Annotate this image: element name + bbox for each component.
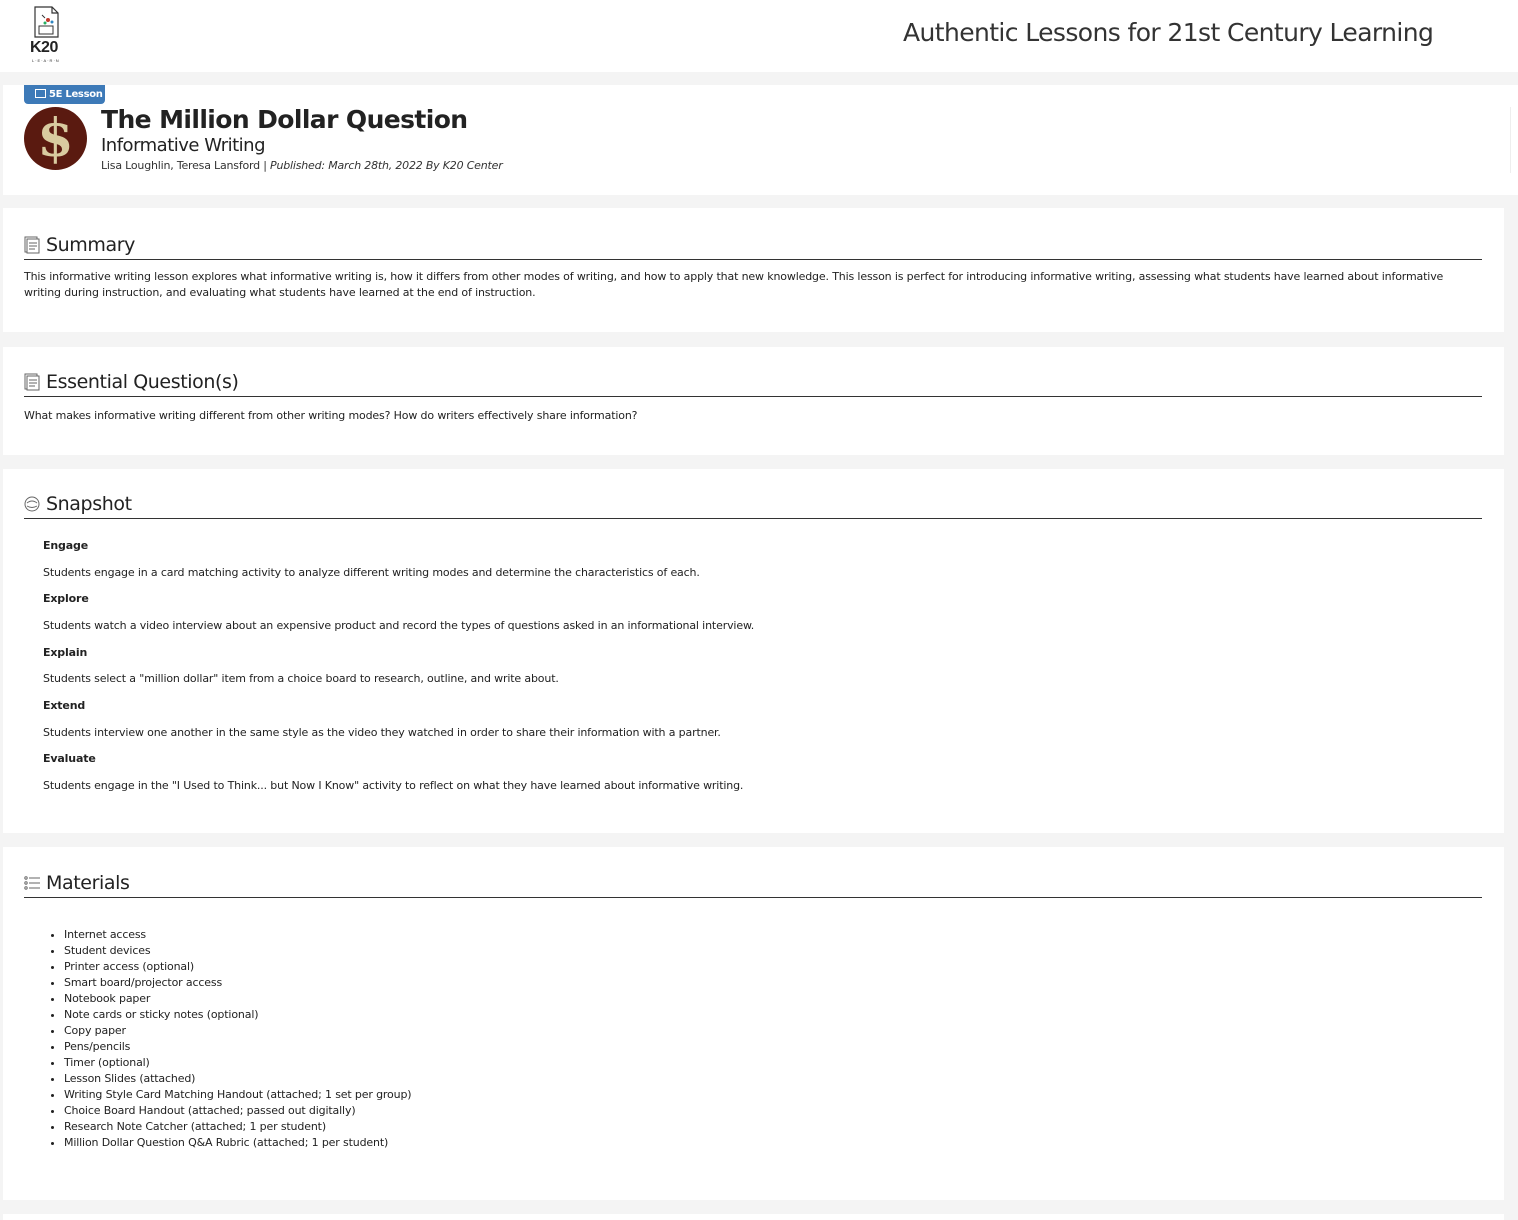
section-title: Essential Question(s)	[46, 371, 239, 393]
list-item: • Timer (optional)	[64, 1055, 411, 1071]
list-item: • Research Note Catcher (attached; 1 per student)	[64, 1119, 411, 1135]
logo-subtext: L·E·A·R·N	[32, 58, 60, 63]
dollar-sign-icon: $	[37, 108, 74, 169]
lesson-title: The Million Dollar Question	[101, 105, 468, 134]
next-section-edge	[3, 1214, 1504, 1220]
phase-name: Explore	[43, 592, 89, 605]
section-title: Snapshot	[46, 493, 132, 515]
document-icon	[24, 236, 40, 254]
lesson-published: Published: March 28th, 2022 By K20 Center	[270, 159, 503, 172]
list-item: • Choice Board Handout (attached; passed out digitally)	[64, 1103, 411, 1119]
summary-section	[3, 208, 1504, 332]
logo-text: K20	[30, 39, 58, 56]
section-title: Materials	[46, 872, 130, 894]
section-title: Summary	[46, 234, 136, 256]
list-item: • Note cards or sticky notes (optional)	[64, 1007, 411, 1023]
list-item: • Pens/pencils	[64, 1039, 411, 1055]
phase-text: Students interview one another in the same style as the video they watched in order to share their information with a partner.	[43, 726, 721, 739]
lesson-authors: Lisa Loughlin, Teresa Lansford |	[101, 159, 267, 172]
materials-list	[64, 927, 411, 1151]
phase-text: Students select a "million dollar" item from a choice board to research, outline, and write about.	[43, 672, 559, 685]
k20-logo-icon	[32, 6, 60, 38]
phase-name: Engage	[43, 539, 89, 552]
lesson-meta	[101, 159, 503, 172]
snapshot-icon	[24, 495, 40, 513]
book-icon	[35, 89, 46, 98]
materials-section	[3, 847, 1504, 1200]
list-item: • Copy paper	[64, 1023, 411, 1039]
phase-text: Students watch a video interview about an expensive product and record the types of questions asked in an informational interview.	[43, 619, 755, 632]
document-icon	[24, 373, 40, 391]
site-tagline: Authentic Lessons for 21st Century Learning	[903, 18, 1434, 47]
phase-name: Explain	[43, 646, 88, 659]
phase-name: Extend	[43, 699, 86, 712]
scroll-edge	[1510, 107, 1518, 173]
list-item: • Writing Style Card Matching Handout (attached; 1 set per group)	[64, 1087, 411, 1103]
list-item: • Smart board/projector access	[64, 975, 411, 991]
essential-questions-section	[3, 347, 1504, 455]
list-item: • Internet access	[64, 927, 411, 943]
list-icon	[24, 874, 40, 892]
lesson-header	[3, 85, 1518, 195]
essential-questions-heading	[24, 367, 1482, 397]
essential-questions-text: What makes informative writing different from other writing modes? How do writers effectively share information?	[24, 409, 638, 422]
list-item: • Million Dollar Question Q&A Rubric (attached; 1 per student)	[64, 1135, 411, 1151]
materials-heading	[24, 868, 1482, 898]
list-item: • Student devices	[64, 943, 411, 959]
lesson-type-badge	[24, 85, 105, 104]
snapshot-section	[3, 469, 1504, 833]
phase-name: Evaluate	[43, 752, 96, 765]
lesson-subtitle: Informative Writing	[101, 135, 266, 156]
k20-logo[interactable]	[28, 6, 64, 62]
phase-text: Students engage in a card matching activity to analyze different writing modes and determine the characteristics of each.	[43, 566, 700, 579]
list-item: • Lesson Slides (attached)	[64, 1071, 411, 1087]
list-item: • Notebook paper	[64, 991, 411, 1007]
list-item: • Printer access (optional)	[64, 959, 411, 975]
badge-label: 5E Lesson	[49, 89, 103, 100]
lesson-image	[24, 107, 87, 170]
summary-heading	[24, 230, 1482, 260]
site-header	[0, 0, 1518, 72]
snapshot-heading	[24, 489, 1482, 519]
phase-text: Students engage in the "I Used to Think... but Now I Know" activity to reflect on what they have learned about informative writing.	[43, 779, 744, 792]
summary-text: This informative writing lesson explores what informative writing is, how it differs from other modes of writing, and how to apply that new knowledge. This lesson is perfect for introducing informative writing, assessing what students have learned about informative writing during instruction, and evaluating what students have learned at the end of instruction.	[24, 270, 1444, 299]
